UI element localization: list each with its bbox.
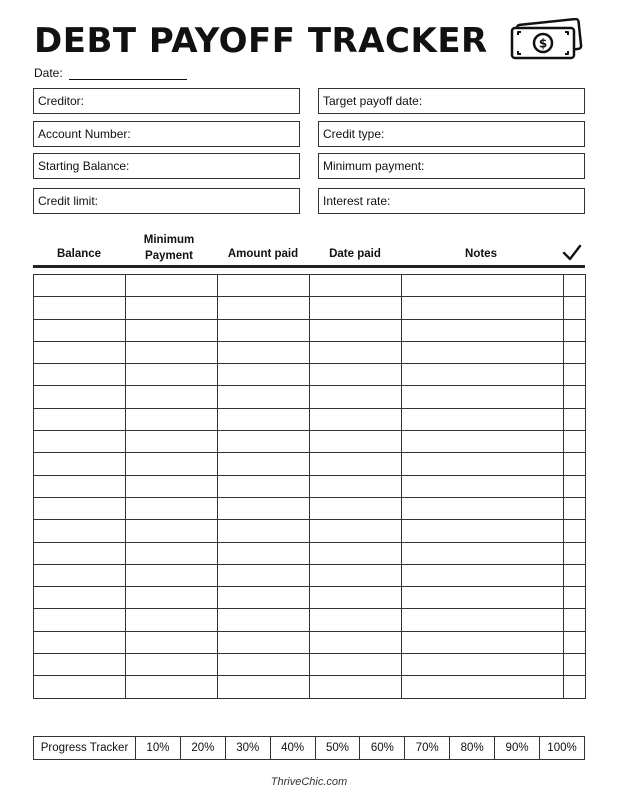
table-row: [34, 542, 586, 564]
header-divider: [33, 265, 585, 268]
balance-cell[interactable]: [34, 431, 126, 453]
minimum-payment-cell[interactable]: [126, 475, 218, 497]
minimum-payment-cell[interactable]: [126, 497, 218, 519]
minimum-payment-cell[interactable]: [126, 587, 218, 609]
check-cell[interactable]: [564, 275, 586, 297]
date-paid-cell[interactable]: [310, 676, 402, 698]
table-row: [34, 319, 586, 341]
column-header-amount-paid: Amount paid: [227, 248, 299, 260]
table-row: [34, 386, 586, 408]
minimum-payment-cell[interactable]: [126, 631, 218, 653]
table-row: [34, 453, 586, 475]
date-line[interactable]: [69, 67, 187, 80]
balance-cell[interactable]: [34, 341, 126, 363]
minimum-payment-field[interactable]: [318, 153, 585, 179]
progress-step-30[interactable]: 30%: [225, 737, 270, 760]
amount-paid-cell[interactable]: [218, 319, 310, 341]
date-paid-cell[interactable]: [310, 364, 402, 386]
check-cell[interactable]: [564, 475, 586, 497]
progress-tracker: [33, 736, 585, 760]
notes-cell[interactable]: [402, 364, 564, 386]
notes-cell[interactable]: [402, 275, 564, 297]
starting-balance-field[interactable]: [33, 153, 300, 179]
minimum-payment-cell[interactable]: [126, 542, 218, 564]
field-label: Starting Balance:: [38, 159, 130, 173]
balance-cell[interactable]: [34, 654, 126, 676]
minimum-payment-cell[interactable]: [126, 564, 218, 586]
progress-step-20[interactable]: 20%: [180, 737, 225, 760]
notes-cell[interactable]: [402, 676, 564, 698]
check-cell[interactable]: [564, 497, 586, 519]
notes-cell[interactable]: [402, 542, 564, 564]
check-cell[interactable]: [564, 542, 586, 564]
check-cell[interactable]: [564, 676, 586, 698]
field-label: Creditor:: [38, 94, 85, 108]
date-paid-cell[interactable]: [310, 497, 402, 519]
account-number-field[interactable]: [33, 121, 300, 147]
check-cell[interactable]: [564, 297, 586, 319]
balance-cell[interactable]: [34, 631, 126, 653]
date-paid-cell[interactable]: [310, 654, 402, 676]
balance-cell[interactable]: [34, 520, 126, 542]
progress-step-80[interactable]: 80%: [450, 737, 495, 760]
credit-type-field[interactable]: [318, 121, 585, 147]
check-cell[interactable]: [564, 364, 586, 386]
date-paid-cell[interactable]: [310, 631, 402, 653]
table-row: [34, 654, 586, 676]
column-header-date-paid: Date paid: [329, 248, 381, 260]
creditor-field[interactable]: [33, 88, 300, 114]
balance-cell[interactable]: [34, 475, 126, 497]
date-paid-cell[interactable]: [310, 587, 402, 609]
table-header: [33, 230, 585, 266]
notes-cell[interactable]: [402, 631, 564, 653]
checkmark-icon: [562, 244, 582, 262]
notes-cell[interactable]: [402, 654, 564, 676]
progress-step-90[interactable]: 90%: [495, 737, 540, 760]
minimum-payment-cell[interactable]: [126, 319, 218, 341]
amount-paid-cell[interactable]: [218, 431, 310, 453]
balance-cell[interactable]: [34, 386, 126, 408]
table-row: [34, 631, 586, 653]
amount-paid-cell[interactable]: [218, 453, 310, 475]
target-payoff-date-field[interactable]: [318, 88, 585, 114]
notes-cell[interactable]: [402, 431, 564, 453]
check-cell[interactable]: [564, 564, 586, 586]
notes-cell[interactable]: [402, 609, 564, 631]
field-label: Minimum payment:: [323, 159, 425, 173]
notes-cell[interactable]: [402, 497, 564, 519]
check-cell[interactable]: [564, 587, 586, 609]
table-row: [34, 520, 586, 542]
svg-text:$: $: [538, 36, 548, 51]
check-cell[interactable]: [564, 386, 586, 408]
minimum-payment-cell[interactable]: [126, 341, 218, 363]
check-cell[interactable]: [564, 654, 586, 676]
minimum-payment-cell[interactable]: [126, 676, 218, 698]
minimum-payment-cell[interactable]: [126, 453, 218, 475]
amount-paid-cell[interactable]: [218, 631, 310, 653]
date-label: Date:: [34, 66, 63, 80]
money-bill-icon: [508, 18, 586, 64]
check-cell[interactable]: [564, 453, 586, 475]
check-cell[interactable]: [564, 609, 586, 631]
column-header-balance: Balance: [56, 248, 102, 260]
date-paid-cell[interactable]: [310, 408, 402, 430]
interest-rate-field[interactable]: [318, 188, 585, 214]
date-paid-cell[interactable]: [310, 386, 402, 408]
field-label: Target payoff date:: [323, 94, 423, 108]
notes-cell[interactable]: [402, 319, 564, 341]
notes-cell[interactable]: [402, 564, 564, 586]
notes-cell[interactable]: [402, 408, 564, 430]
check-cell[interactable]: [564, 631, 586, 653]
balance-cell[interactable]: [34, 676, 126, 698]
amount-paid-cell[interactable]: [218, 654, 310, 676]
payment-log-table: [33, 274, 586, 699]
notes-cell[interactable]: [402, 587, 564, 609]
date-paid-cell[interactable]: [310, 564, 402, 586]
date-paid-cell[interactable]: [310, 542, 402, 564]
date-paid-cell[interactable]: [310, 520, 402, 542]
table-row: [34, 497, 586, 519]
amount-paid-cell[interactable]: [218, 587, 310, 609]
balance-cell[interactable]: [34, 564, 126, 586]
progress-step-60[interactable]: 60%: [360, 737, 405, 760]
table-row: [34, 676, 586, 698]
table-row: [34, 587, 586, 609]
progress-tracker-label: Progress Tracker: [34, 737, 136, 760]
field-label: Interest rate:: [323, 194, 391, 208]
check-cell[interactable]: [564, 319, 586, 341]
balance-cell[interactable]: [34, 408, 126, 430]
balance-cell[interactable]: [34, 275, 126, 297]
check-cell[interactable]: [564, 408, 586, 430]
table-row: [34, 475, 586, 497]
date-paid-cell[interactable]: [310, 275, 402, 297]
amount-paid-cell[interactable]: [218, 542, 310, 564]
column-header-minimum-payment: Minimum Payment: [143, 234, 195, 262]
balance-cell[interactable]: [34, 587, 126, 609]
brand-footer: ThriveChic.com: [270, 776, 348, 788]
amount-paid-cell[interactable]: [218, 386, 310, 408]
amount-paid-cell[interactable]: [218, 564, 310, 586]
minimum-payment-cell[interactable]: [126, 408, 218, 430]
amount-paid-cell[interactable]: [218, 497, 310, 519]
progress-step-50[interactable]: 50%: [315, 737, 360, 760]
progress-step-70[interactable]: 70%: [405, 737, 450, 760]
check-cell[interactable]: [564, 520, 586, 542]
notes-cell[interactable]: [402, 520, 564, 542]
check-cell[interactable]: [564, 431, 586, 453]
table-row: [34, 297, 586, 319]
field-label: Account Number:: [38, 127, 131, 141]
minimum-payment-cell[interactable]: [126, 520, 218, 542]
date-paid-cell[interactable]: [310, 431, 402, 453]
amount-paid-cell[interactable]: [218, 341, 310, 363]
notes-cell[interactable]: [402, 297, 564, 319]
balance-cell[interactable]: [34, 609, 126, 631]
amount-paid-cell[interactable]: [218, 275, 310, 297]
minimum-payment-cell[interactable]: [126, 431, 218, 453]
table-row: [34, 609, 586, 631]
column-header-notes: Notes: [465, 248, 497, 260]
table-row: [34, 275, 586, 297]
table-row: [34, 408, 586, 430]
balance-cell[interactable]: [34, 542, 126, 564]
minimum-payment-cell[interactable]: [126, 609, 218, 631]
balance-cell[interactable]: [34, 297, 126, 319]
table-row: [34, 341, 586, 363]
minimum-payment-cell[interactable]: [126, 386, 218, 408]
balance-cell[interactable]: [34, 453, 126, 475]
amount-paid-cell[interactable]: [218, 475, 310, 497]
date-paid-cell[interactable]: [310, 453, 402, 475]
date-row: [34, 66, 187, 80]
amount-paid-cell[interactable]: [218, 676, 310, 698]
page-title: DEBT PAYOFF TRACKER: [34, 21, 488, 61]
field-label: Credit type:: [323, 127, 385, 141]
date-paid-cell[interactable]: [310, 341, 402, 363]
amount-paid-cell[interactable]: [218, 609, 310, 631]
date-paid-cell[interactable]: [310, 609, 402, 631]
minimum-payment-cell[interactable]: [126, 364, 218, 386]
progress-step-10[interactable]: 10%: [136, 737, 181, 760]
amount-paid-cell[interactable]: [218, 364, 310, 386]
table-row: [34, 564, 586, 586]
date-paid-cell[interactable]: [310, 475, 402, 497]
minimum-payment-cell[interactable]: [126, 297, 218, 319]
progress-step-100[interactable]: 100%: [540, 737, 585, 760]
balance-cell[interactable]: [34, 319, 126, 341]
notes-cell[interactable]: [402, 341, 564, 363]
notes-cell[interactable]: [402, 475, 564, 497]
credit-limit-field[interactable]: [33, 188, 300, 214]
progress-step-40[interactable]: 40%: [270, 737, 315, 760]
minimum-payment-cell[interactable]: [126, 654, 218, 676]
date-paid-cell[interactable]: [310, 297, 402, 319]
notes-cell[interactable]: [402, 386, 564, 408]
amount-paid-cell[interactable]: [218, 408, 310, 430]
minimum-payment-cell[interactable]: [126, 275, 218, 297]
balance-cell[interactable]: [34, 364, 126, 386]
table-row: [34, 364, 586, 386]
date-paid-cell[interactable]: [310, 319, 402, 341]
notes-cell[interactable]: [402, 453, 564, 475]
table-row: [34, 431, 586, 453]
amount-paid-cell[interactable]: [218, 297, 310, 319]
balance-cell[interactable]: [34, 497, 126, 519]
amount-paid-cell[interactable]: [218, 520, 310, 542]
field-label: Credit limit:: [38, 194, 99, 208]
check-cell[interactable]: [564, 341, 586, 363]
